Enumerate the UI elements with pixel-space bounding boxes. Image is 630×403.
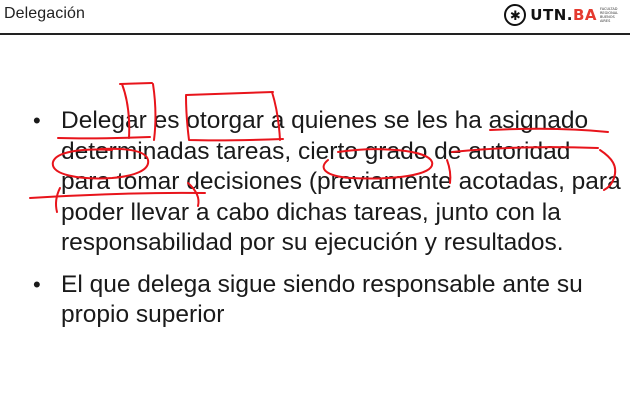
- logo-wordmark: [530, 6, 597, 24]
- list-item: [0, 270, 630, 331]
- annotation-mark-delegar-top: [120, 83, 152, 84]
- utn-emblem-icon: ✱: [504, 4, 526, 26]
- annotation-mark-otorgar-top: [186, 92, 273, 95]
- slide-header: [0, 0, 630, 33]
- bullet-text: El que delega sigue siendo responsable ante su propio superior: [61, 270, 583, 328]
- logo-subtext: FACULTAD REGIONAL BUENOS AIRES: [600, 7, 619, 23]
- slide-body: [0, 106, 630, 331]
- logo-text-accent: BA: [572, 6, 597, 24]
- header-divider: [0, 33, 630, 35]
- utn-ba-logo: [504, 3, 620, 27]
- bullet-list: [0, 106, 630, 331]
- bullet-icon: •: [33, 108, 41, 133]
- list-item: [0, 106, 630, 259]
- bullet-text: Delegar es otorgar a quienes se les ha asignado determinadas tareas, cierto grado de autoridad para tomar decisiones (previamente acotadas, para poder llevar a cabo dichas tareas, junto con la responsabilidad por su ejecución y resultados.: [61, 107, 621, 256]
- slide-title: Delegación: [4, 5, 86, 22]
- bullet-icon: •: [33, 271, 41, 297]
- logo-text-main: UTN.: [530, 6, 573, 24]
